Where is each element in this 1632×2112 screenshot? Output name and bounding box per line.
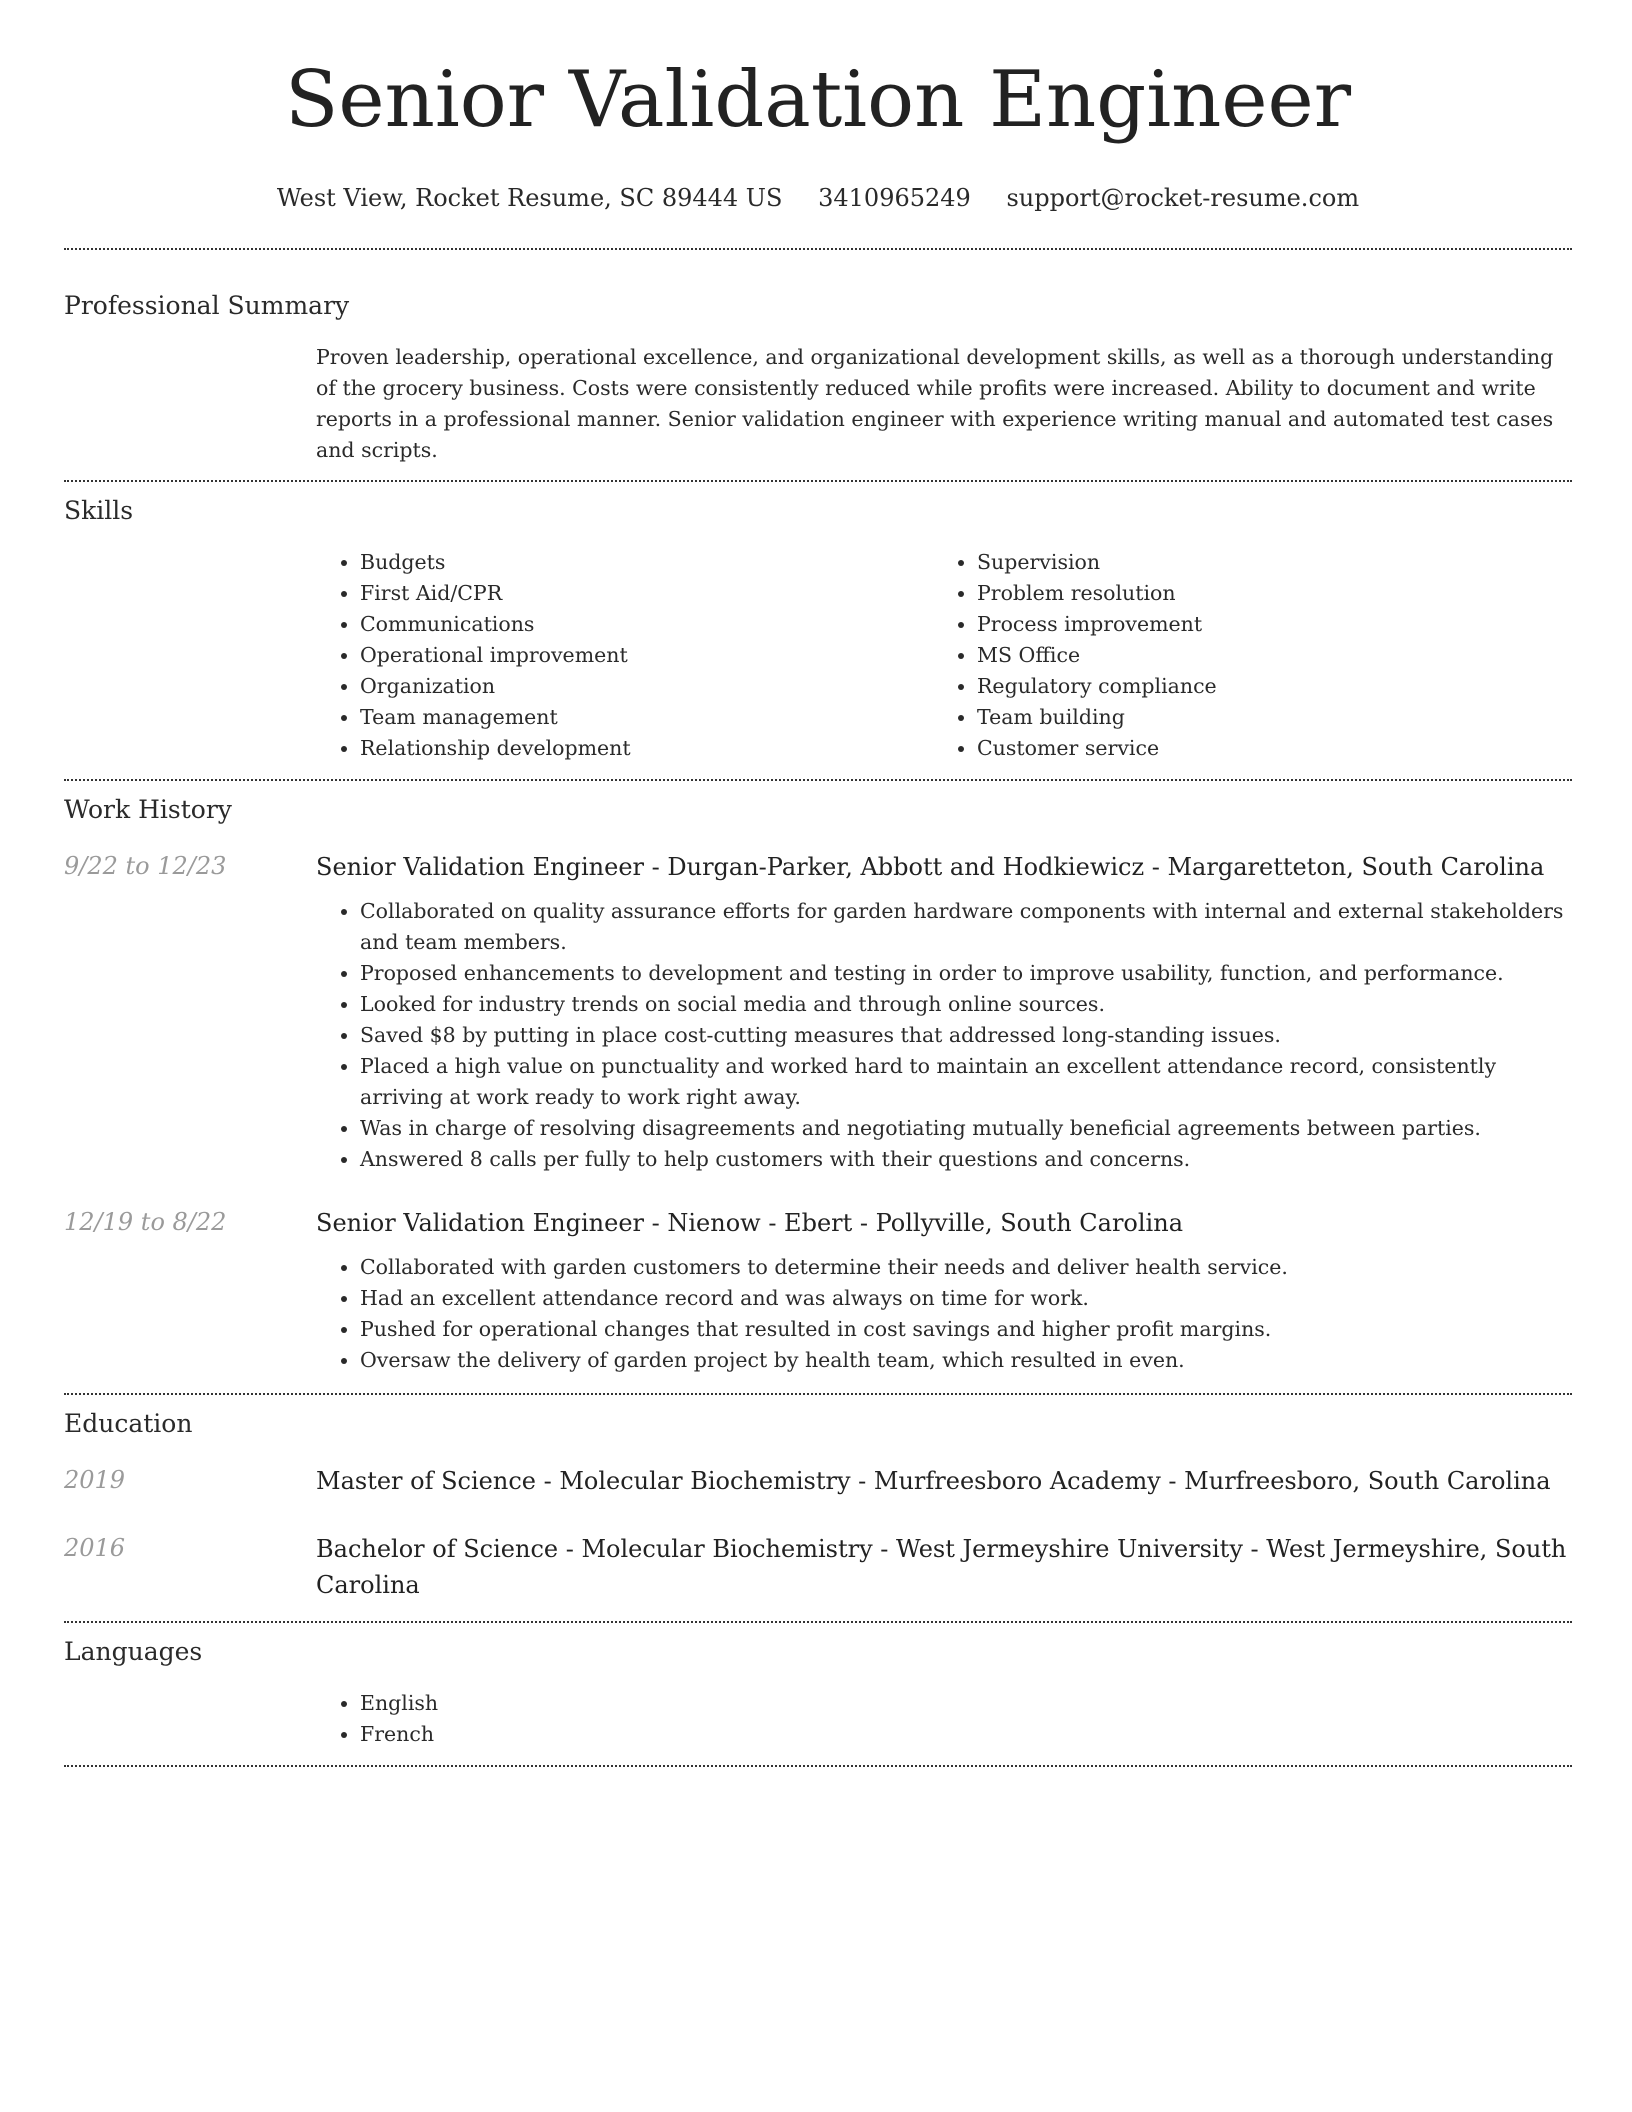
skill-item: • Organization	[360, 671, 933, 702]
education-content	[316, 1531, 1572, 1603]
contact-phone: 3410965249	[818, 184, 971, 212]
work-history-section	[64, 781, 1572, 1376]
skill-item: • Team building	[977, 702, 1550, 733]
job-bullet: • Was in charge of resolving disagreements and negotiating mutually beneficial agreements between parties.	[360, 1113, 1572, 1144]
skills-title: Skills	[64, 496, 134, 525]
job-bullet: • Collaborated with garden customers to determine their needs and deliver health service.	[360, 1252, 1572, 1283]
languages-section	[64, 1623, 1572, 1750]
skills-list-left	[316, 547, 933, 764]
skill-item: • Operational improvement	[360, 640, 933, 671]
skills-column-left	[316, 547, 933, 764]
job-heading: Senior Validation Engineer - Durgan-Parker, Abbott and Hodkiewicz - Margaretteton, South Carolina	[316, 853, 1545, 881]
skill-item: • Customer service	[977, 733, 1550, 764]
summary-section	[64, 250, 1572, 466]
education-entry	[64, 1463, 1572, 1499]
job-heading: Senior Validation Engineer - Nienow - Ebert - Pollyville, South Carolina	[316, 1209, 1183, 1237]
job-content	[316, 1205, 1572, 1376]
job-bullet: • Pushed for operational changes that resulted in cost savings and higher profit margins.	[360, 1314, 1572, 1345]
education-heading: Bachelor of Science - Molecular Biochemistry - West Jermeyshire University - West Jermeyshire, South Carolina	[316, 1535, 1567, 1599]
job-bullet: • Collaborated on quality assurance efforts for garden hardware components with internal and external stakeholders and team members.	[360, 896, 1572, 958]
job-bullet: • Answered 8 calls per fully to help customers with their questions and concerns.	[360, 1144, 1572, 1175]
language-item: • French	[360, 1719, 1572, 1750]
education-title: Education	[64, 1409, 193, 1438]
work-history-title: Work History	[64, 795, 232, 824]
skill-item: • Process improvement	[977, 609, 1550, 640]
skill-item: • Communications	[360, 609, 933, 640]
job-dates: 12/19 to 8/22	[64, 1208, 227, 1236]
job-bullet-list	[316, 1252, 1572, 1376]
summary-text: Proven leadership, operational excellence, and organizational development skills, as well as a thorough understanding of the grocery business. Costs were consistently reduced while profits were increased. Ability to document and write reports in a professional manner. Senior validation engineer with experience writing manual and automated test cases and scripts.	[316, 345, 1554, 462]
skill-item: • MS Office	[977, 640, 1550, 671]
education-year: 2019	[64, 1466, 126, 1494]
job-bullet: • Saved $8 by putting in place cost-cutting measures that addressed long-standing issues.	[360, 1020, 1572, 1051]
skill-item: • First Aid/CPR	[360, 578, 933, 609]
resume-page	[64, 0, 1572, 1767]
resume-header	[64, 0, 1572, 214]
job-dates: 9/22 to 12/23	[64, 852, 227, 880]
job-bullet: • Proposed enhancements to development and testing in order to improve usability, function, and performance.	[360, 958, 1572, 989]
skill-item: • Team management	[360, 702, 933, 733]
skill-item: • Problem resolution	[977, 578, 1550, 609]
skill-item: • Regulatory compliance	[977, 671, 1550, 702]
languages-title: Languages	[64, 1637, 203, 1666]
education-content	[316, 1463, 1572, 1499]
education-section	[64, 1395, 1572, 1603]
contact-line	[64, 182, 1572, 214]
education-year: 2016	[64, 1534, 126, 1562]
job-bullet: • Had an excellent attendance record and was always on time for work.	[360, 1283, 1572, 1314]
skills-section	[64, 482, 1572, 764]
skill-item: • Relationship development	[360, 733, 933, 764]
skill-item: • Budgets	[360, 547, 933, 578]
summary-content	[316, 342, 1572, 466]
summary-title: Professional Summary	[64, 291, 350, 320]
language-item: • English	[360, 1688, 1572, 1719]
skills-grid	[316, 547, 1572, 764]
job-bullet: • Oversaw the delivery of garden project by health team, which resulted in even.	[360, 1345, 1572, 1376]
education-heading: Master of Science - Molecular Biochemistry - Murfreesboro Academy - Murfreesboro, South Carolina	[316, 1467, 1551, 1495]
job-content	[316, 849, 1572, 1175]
section-divider	[64, 1765, 1572, 1767]
skills-column-right	[933, 547, 1550, 764]
job-bullet: • Placed a high value on punctuality and worked hard to maintain an excellent attendance record, consistently arriving at work ready to work right away.	[360, 1051, 1572, 1113]
languages-list	[316, 1688, 1572, 1750]
skills-list-right	[933, 547, 1550, 764]
languages-content	[316, 1688, 1572, 1750]
skill-item: • Supervision	[977, 547, 1550, 578]
candidate-name: Senior Validation Engineer	[285, 55, 1351, 145]
contact-address: West View, Rocket Resume, SC 89444 US	[276, 184, 783, 212]
job-bullet-list	[316, 896, 1572, 1175]
job-entry	[64, 849, 1572, 1175]
education-entry	[64, 1531, 1572, 1603]
contact-email: support@rocket-resume.com	[1006, 184, 1360, 212]
job-entry	[64, 1205, 1572, 1376]
job-bullet: • Looked for industry trends on social media and through online sources.	[360, 989, 1572, 1020]
